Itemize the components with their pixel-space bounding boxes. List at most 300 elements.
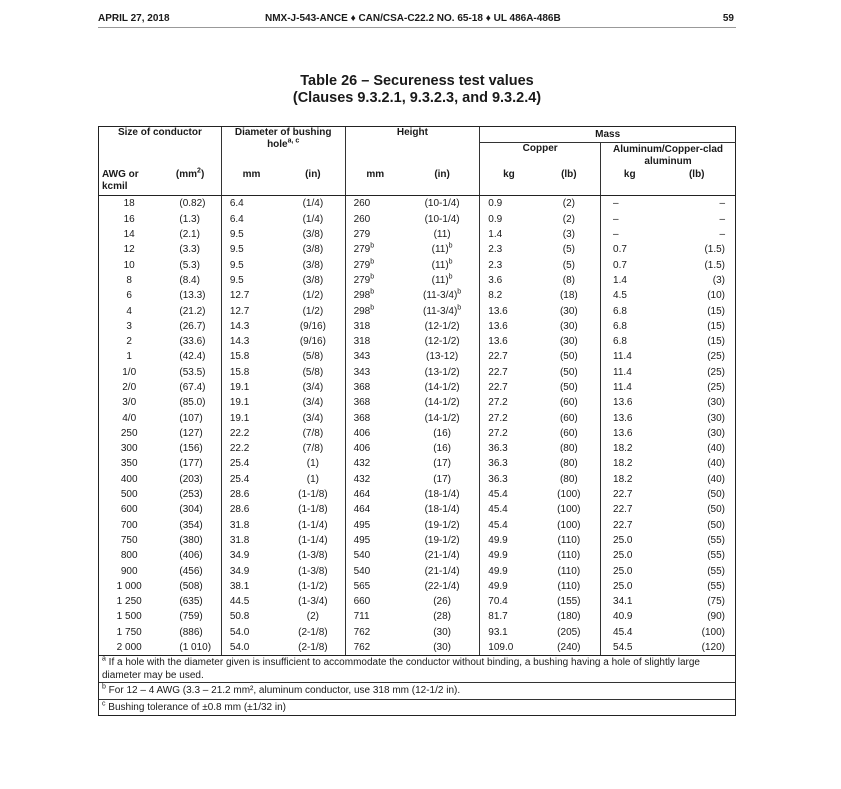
cell-value: (60) xyxy=(559,397,578,409)
table-cell xyxy=(601,242,659,257)
table-cell xyxy=(159,548,221,563)
col-aluminum-kg: kg xyxy=(601,169,659,196)
table-cell xyxy=(601,487,659,502)
cell-value: 49.9 xyxy=(488,565,508,577)
table-cell xyxy=(480,472,538,487)
table-cell xyxy=(99,410,160,425)
cell-value: 6.4 xyxy=(229,198,244,210)
table-cell xyxy=(99,273,160,288)
cell-value: 50.8 xyxy=(229,611,250,623)
table-row xyxy=(99,410,736,425)
table-cell xyxy=(480,594,538,609)
table-cell xyxy=(281,502,345,517)
table-cell xyxy=(221,625,281,640)
table-cell xyxy=(99,227,160,242)
table-cell xyxy=(601,273,659,288)
cell-value: 28.6 xyxy=(229,504,250,516)
cell-value: 22.7 xyxy=(613,519,633,531)
cell-value: 40.9 xyxy=(613,611,633,623)
cell-value: 45.4 xyxy=(488,489,508,501)
table-cell xyxy=(345,472,405,487)
table-cell xyxy=(658,365,735,380)
table-cell xyxy=(601,257,659,272)
table-cell xyxy=(405,548,480,563)
cell-value: (354) xyxy=(179,519,203,531)
table-cell xyxy=(99,426,160,441)
secureness-table xyxy=(98,126,736,716)
table-cell xyxy=(601,502,659,517)
cell-value: (100) xyxy=(701,626,725,638)
table-row xyxy=(99,426,736,441)
table-cell xyxy=(480,212,538,227)
cell-value: (15) xyxy=(707,320,725,332)
cell-value: (12-1/2) xyxy=(424,320,460,332)
col-group-diameter-footnote-mark: a, c xyxy=(287,137,300,145)
cell-value: (90) xyxy=(707,611,725,623)
cell-value: (1.3) xyxy=(179,213,200,225)
cell-value: (40) xyxy=(707,458,725,470)
cell-value: (25) xyxy=(707,382,725,393)
table-cell xyxy=(480,227,538,242)
table-cell xyxy=(480,563,538,578)
table-cell xyxy=(99,365,160,380)
table-cell xyxy=(538,273,601,288)
cell-value: (80) xyxy=(559,473,578,485)
cell-value: 464 xyxy=(353,489,371,501)
table-row xyxy=(99,487,736,502)
footnote-b-mark: b xyxy=(370,243,375,250)
table-cell xyxy=(159,395,221,410)
cell-value: (7/8) xyxy=(302,443,324,455)
table-row xyxy=(99,365,736,380)
table-cell xyxy=(538,365,601,380)
cell-value: (14-1/2) xyxy=(424,382,460,393)
table-cell xyxy=(658,579,735,594)
header-date: APRIL 27, 2018 xyxy=(98,13,170,24)
note-b-mark: b xyxy=(102,684,106,692)
cell-value: (3/4) xyxy=(302,382,324,393)
cell-value: 1.4 xyxy=(488,229,503,241)
table-cell xyxy=(538,395,601,410)
table-title-line1: Table 26 – Secureness test values xyxy=(300,73,534,89)
table-cell xyxy=(99,242,160,257)
cell-value: 8 xyxy=(126,274,132,286)
cell-value: 22.7 xyxy=(613,504,633,516)
table-cell xyxy=(281,548,345,563)
cell-value: 500 xyxy=(120,489,138,501)
table-cell xyxy=(405,380,480,395)
col-group-height: Height xyxy=(345,127,480,170)
table-cell xyxy=(480,487,538,502)
cell-value: (11) xyxy=(431,244,449,256)
cell-value: 4/0 xyxy=(122,412,137,424)
cell-value: (11) xyxy=(433,229,451,241)
cell-value: 14.3 xyxy=(229,336,250,348)
table-cell xyxy=(601,640,659,656)
running-header xyxy=(98,11,736,28)
table-cell xyxy=(658,518,735,533)
table-cell xyxy=(281,410,345,425)
cell-value: (886) xyxy=(179,626,203,638)
table-cell xyxy=(405,441,480,456)
cell-value: 93.1 xyxy=(488,626,508,638)
cell-value: 279 xyxy=(353,244,371,256)
cell-value: 18 xyxy=(123,198,135,210)
table-cell xyxy=(538,472,601,487)
cell-value: 13.6 xyxy=(488,320,508,332)
col-diameter-mm: mm xyxy=(221,169,281,196)
footnote-b-mark: b xyxy=(457,304,462,312)
cell-value: (25) xyxy=(707,351,725,363)
table-cell xyxy=(658,227,735,242)
cell-value: (11) xyxy=(431,259,449,271)
table-cell xyxy=(658,242,735,257)
table-cell xyxy=(345,502,405,517)
cell-value: (14-1/2) xyxy=(424,397,460,409)
cell-value: 13.6 xyxy=(613,397,633,409)
cell-value: (7/8) xyxy=(302,427,324,439)
cell-value: 22.2 xyxy=(229,427,250,439)
cell-value: 9.5 xyxy=(229,229,244,241)
table-cell xyxy=(601,594,659,609)
table-cell xyxy=(538,625,601,640)
table-cell xyxy=(99,441,160,456)
cell-value: (11-3/4) xyxy=(423,290,458,302)
cell-value: (110) xyxy=(557,534,581,546)
note-c-mark: c xyxy=(102,700,106,708)
table-cell xyxy=(538,242,601,257)
table-cell xyxy=(99,257,160,272)
cell-value: 45.4 xyxy=(488,519,508,531)
table-cell xyxy=(345,594,405,609)
table-cell xyxy=(405,227,480,242)
cell-value: 15.8 xyxy=(229,366,250,378)
cell-value: (10) xyxy=(707,290,725,302)
cell-value: 1 750 xyxy=(116,626,142,638)
cell-value: (456) xyxy=(179,565,203,577)
cell-value: (16) xyxy=(433,427,451,439)
table-cell xyxy=(281,319,345,334)
table-cell xyxy=(405,640,480,656)
cell-value: 464 xyxy=(353,504,371,516)
table-cell xyxy=(159,487,221,502)
cell-value: 54.5 xyxy=(613,642,633,654)
cell-value: (1.5) xyxy=(704,244,725,256)
cell-value: 22.7 xyxy=(488,366,508,378)
cell-value: (3) xyxy=(712,274,725,286)
cell-value: 6.4 xyxy=(229,213,244,225)
table-cell xyxy=(99,303,160,318)
cell-value: (10-1/4) xyxy=(424,213,460,225)
table-cell xyxy=(480,257,538,272)
cell-value: (1-3/4) xyxy=(298,596,328,608)
cell-value: (0.82) xyxy=(179,198,206,210)
table-cell xyxy=(99,212,160,227)
table-cell xyxy=(99,349,160,364)
cell-value: (33.6) xyxy=(179,336,206,348)
cell-value: 343 xyxy=(353,351,371,363)
cell-value: (3/4) xyxy=(302,397,324,409)
cell-value: (203) xyxy=(179,473,203,485)
cell-value: (8.4) xyxy=(179,274,200,286)
table-cell xyxy=(538,426,601,441)
table-cell xyxy=(345,257,405,272)
table-row xyxy=(99,579,736,594)
table-cell xyxy=(601,227,659,242)
cell-value: (50) xyxy=(707,489,725,501)
table-cell xyxy=(538,563,601,578)
table-cell xyxy=(345,441,405,456)
table-cell xyxy=(99,625,160,640)
table-cell xyxy=(405,319,480,334)
table-cell xyxy=(159,319,221,334)
cell-value: 31.8 xyxy=(229,534,250,546)
table-cell xyxy=(658,334,735,349)
cell-value: 495 xyxy=(353,534,371,546)
cell-value: (1) xyxy=(306,473,319,485)
table-cell xyxy=(221,548,281,563)
table-cell xyxy=(601,441,659,456)
table-cell xyxy=(281,594,345,609)
table-cell xyxy=(99,518,160,533)
table-cell xyxy=(345,395,405,410)
table-row xyxy=(99,548,736,563)
table-cell xyxy=(405,518,480,533)
cell-value: (16) xyxy=(433,443,451,455)
table-cell xyxy=(658,196,735,212)
table-cell xyxy=(159,594,221,609)
note-c-text: Bushing tolerance of ±0.8 mm (±1/32 in) xyxy=(105,701,287,713)
cell-value: 1 xyxy=(126,351,132,363)
cell-value: (100) xyxy=(557,504,581,516)
cell-value: 11.4 xyxy=(613,351,632,363)
cell-value: 9.5 xyxy=(229,259,244,271)
cell-value: 368 xyxy=(353,382,371,393)
footnote-b-mark: b xyxy=(448,258,453,266)
col-group-size: Size of conductor xyxy=(99,127,222,143)
cell-value: (55) xyxy=(707,550,725,562)
table-cell xyxy=(601,395,659,410)
table-cell xyxy=(99,548,160,563)
cell-value: – xyxy=(719,198,725,210)
cell-value: (635) xyxy=(179,596,203,608)
cell-value: 250 xyxy=(120,427,138,439)
table-cell xyxy=(221,303,281,318)
table-cell xyxy=(601,319,659,334)
cell-value: 34.1 xyxy=(613,596,633,608)
cell-value: 660 xyxy=(353,596,371,608)
table-cell xyxy=(221,472,281,487)
table-cell xyxy=(480,288,538,303)
table-cell xyxy=(281,365,345,380)
table-cell xyxy=(281,227,345,242)
table-cell xyxy=(538,456,601,471)
table-cell xyxy=(480,533,538,548)
cell-value: 13.6 xyxy=(613,427,633,439)
col-mm2-close: ) xyxy=(200,169,205,181)
table-cell xyxy=(658,288,735,303)
cell-value: 9.5 xyxy=(229,244,244,256)
table-cell xyxy=(345,426,405,441)
table-cell xyxy=(345,410,405,425)
table-row xyxy=(99,319,736,334)
cell-value: 711 xyxy=(353,611,370,623)
table-cell xyxy=(221,257,281,272)
table-cell xyxy=(345,518,405,533)
cell-value: 109.0 xyxy=(488,642,514,654)
cell-value: (19-1/2) xyxy=(424,519,460,531)
table-cell xyxy=(345,548,405,563)
cell-value: 2.3 xyxy=(488,244,503,256)
cell-value: 700 xyxy=(120,519,138,531)
table-cell xyxy=(99,533,160,548)
footnote-b-mark: b xyxy=(370,273,375,281)
table-cell xyxy=(99,288,160,303)
cell-value: 19.1 xyxy=(229,412,250,424)
note-b-text: For 12 – 4 AWG (3.3 – 21.2 mm², aluminum conductor, use 318 mm (12-1/2 in). xyxy=(105,685,461,697)
table-cell xyxy=(405,579,480,594)
col-mm2-sup: 2 xyxy=(197,167,201,175)
col-height-mm: mm xyxy=(345,169,405,196)
table-cell xyxy=(480,502,538,517)
cell-value: 260 xyxy=(353,198,371,210)
table-cell xyxy=(159,625,221,640)
cell-value: 49.9 xyxy=(488,534,508,546)
table-cell xyxy=(601,349,659,364)
cell-value: 19.1 xyxy=(229,382,250,393)
table-cell xyxy=(538,579,601,594)
table-row xyxy=(99,395,736,410)
cell-value: 49.9 xyxy=(488,550,508,562)
table-cell xyxy=(405,502,480,517)
cell-value: 900 xyxy=(120,565,138,577)
footnote-b-mark: b xyxy=(448,273,453,281)
cell-value: 298 xyxy=(353,305,371,317)
table-cell xyxy=(159,242,221,257)
cell-value: (1-3/8) xyxy=(298,550,328,562)
table-cell xyxy=(480,518,538,533)
table-cell xyxy=(658,563,735,578)
table-cell xyxy=(281,426,345,441)
cell-value: (5/8) xyxy=(302,366,324,378)
table-cell xyxy=(281,303,345,318)
table-cell xyxy=(281,334,345,349)
cell-value: 22.7 xyxy=(488,382,508,393)
cell-value: 44.5 xyxy=(229,596,250,608)
table-row xyxy=(99,334,736,349)
cell-value: (10-1/4) xyxy=(424,198,460,210)
table-row xyxy=(99,625,736,640)
table-cell xyxy=(658,502,735,517)
table-cell xyxy=(601,533,659,548)
cell-value: (2) xyxy=(306,611,319,623)
cell-value: (30) xyxy=(559,305,578,317)
table-cell xyxy=(538,288,601,303)
cell-value: 318 xyxy=(353,320,371,332)
table-cell xyxy=(221,334,281,349)
table-cell xyxy=(159,426,221,441)
table-cell xyxy=(405,563,480,578)
table-cell xyxy=(405,288,480,303)
col-group-aluminum: Aluminum/Copper-clad aluminum xyxy=(601,143,736,170)
cell-value: 12 xyxy=(123,244,135,256)
cell-value: 25.4 xyxy=(229,458,250,470)
table-cell xyxy=(538,548,601,563)
table-row xyxy=(99,441,736,456)
table-cell xyxy=(345,196,405,212)
table-cell xyxy=(480,242,538,257)
cell-value: 4.5 xyxy=(613,290,627,302)
table-cell xyxy=(345,640,405,656)
table-row xyxy=(99,502,736,517)
cell-value: 14.3 xyxy=(229,320,250,332)
cell-value: (13-1/2) xyxy=(424,366,460,378)
table-cell xyxy=(221,609,281,624)
table-cell xyxy=(658,273,735,288)
table-cell xyxy=(480,334,538,349)
cell-value: (26.7) xyxy=(179,320,206,332)
cell-value: (3/8) xyxy=(302,244,324,256)
table-row xyxy=(99,196,736,212)
footnote-b-mark: b xyxy=(457,288,462,296)
col-mm2-text: (mm xyxy=(175,169,198,181)
cell-value: (156) xyxy=(179,443,203,455)
table-cell xyxy=(345,334,405,349)
cell-value: 81.7 xyxy=(488,611,508,623)
table-cell xyxy=(159,257,221,272)
cell-value: 9.5 xyxy=(229,274,244,286)
cell-value: 318 xyxy=(353,336,371,348)
table-row xyxy=(99,303,736,318)
table-cell xyxy=(281,212,345,227)
cell-value: 3.6 xyxy=(488,274,503,286)
cell-value: 298 xyxy=(353,290,371,302)
table-cell xyxy=(601,288,659,303)
cell-value: 540 xyxy=(353,550,371,562)
table-cell xyxy=(345,579,405,594)
cell-value: 11.4 xyxy=(613,382,632,393)
cell-value: (25) xyxy=(707,366,725,378)
table-row xyxy=(99,533,736,548)
cell-value: 70.4 xyxy=(488,596,508,608)
table-cell xyxy=(221,456,281,471)
table-cell xyxy=(281,395,345,410)
page-number: 59 xyxy=(722,13,734,24)
cell-value: 2/0 xyxy=(122,382,137,393)
table-cell xyxy=(345,242,405,257)
cell-value: 0.7 xyxy=(613,259,627,271)
cell-value: 15.8 xyxy=(229,351,250,363)
col-group-diameter xyxy=(221,127,345,170)
table-cell xyxy=(405,395,480,410)
table-cell xyxy=(480,456,538,471)
cell-value: (30) xyxy=(559,336,578,348)
cell-value: 14 xyxy=(123,229,135,241)
cell-value: 279 xyxy=(353,274,371,286)
table-cell xyxy=(159,212,221,227)
cell-value: (107) xyxy=(179,412,203,424)
table-cell xyxy=(159,563,221,578)
table-cell xyxy=(480,303,538,318)
cell-value: (26) xyxy=(433,596,451,608)
cell-value: (5) xyxy=(562,259,575,271)
cell-value: 2 xyxy=(126,336,132,348)
table-cell xyxy=(658,594,735,609)
table-cell xyxy=(281,563,345,578)
table-cell xyxy=(538,502,601,517)
cell-value: (406) xyxy=(179,550,203,562)
table-cell xyxy=(405,257,480,272)
